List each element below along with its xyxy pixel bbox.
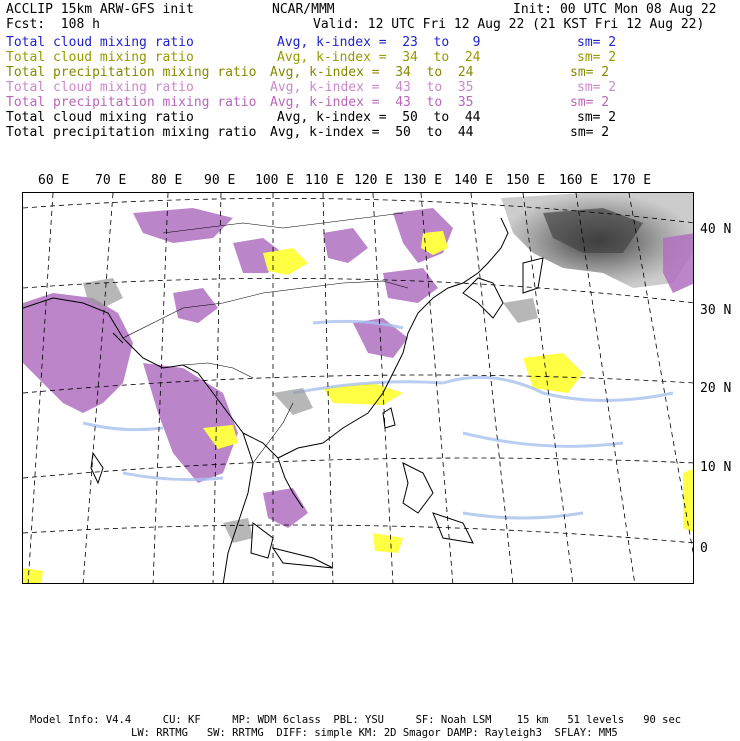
forecast-hour: Fcst: 108 h <box>6 17 100 32</box>
field-avg: Avg, k-index = 50 to 44 <box>270 125 474 140</box>
cloud-gray <box>83 278 538 543</box>
model-info-line1: Model Info: V4.4 CU: KF MP: WDM 6class PBL: YSU SF: Noah LSM 15 km 51 levels 90 sec <box>30 714 682 726</box>
field-name: Total cloud mixing ratio <box>6 110 194 125</box>
lat-label: 30 N <box>700 303 732 318</box>
field-avg: Avg, k-index = 43 to 35 <box>270 95 474 110</box>
org-title: NCAR/MMM <box>272 2 335 17</box>
lat-label: 0 <box>700 541 708 556</box>
field-name: Total cloud mixing ratio <box>6 50 194 65</box>
field-name: Total cloud mixing ratio <box>6 80 194 95</box>
field-name: Total precipitation mixing ratio <box>6 65 257 80</box>
field-name: Total precipitation mixing ratio <box>6 125 257 140</box>
lon-label: 160 E <box>559 173 599 188</box>
field-sm: sm= 2 <box>577 50 617 65</box>
field-sm: sm= 2 <box>577 110 617 125</box>
lon-label: 140 E <box>454 173 494 188</box>
lat-label: 40 N <box>700 222 732 237</box>
lon-label: 150 E <box>506 173 546 188</box>
field-sm: sm= 2 <box>570 125 610 140</box>
field-name: Total precipitation mixing ratio <box>6 95 257 110</box>
lon-label: 60 E <box>38 173 70 188</box>
field-sm: sm= 2 <box>570 65 610 80</box>
model-title: ACCLIP 15km ARW-GFS init <box>6 2 194 17</box>
lon-label: 110 E <box>305 173 345 188</box>
lon-label: 100 E <box>255 173 295 188</box>
field-avg: Avg, k-index = 50 to 44 <box>277 110 481 125</box>
map-panel <box>22 192 694 584</box>
field-name: Total cloud mixing ratio <box>6 35 194 50</box>
valid-time: Valid: 12 UTC Fri 12 Aug 22 (21 KST Fri 12 Aug 22) <box>313 17 705 32</box>
lon-label: 130 E <box>403 173 443 188</box>
lat-label: 10 N <box>700 460 732 475</box>
init-time: Init: 00 UTC Mon 08 Aug 22 <box>513 2 717 17</box>
model-info-line2: LW: RRTMG SW: RRTMG DIFF: simple KM: 2D Smagor DAMP: Rayleigh3 SFLAY: MM5 <box>131 727 618 739</box>
field-avg: Avg, k-index = 43 to 35 <box>270 80 474 95</box>
lat-label: 20 N <box>700 381 732 396</box>
cloud-yellow <box>23 231 694 584</box>
field-avg: Avg, k-index = 34 to 24 <box>277 50 481 65</box>
lon-label: 120 E <box>354 173 394 188</box>
field-sm: sm= 2 <box>577 35 617 50</box>
field-avg: Avg, k-index = 34 to 24 <box>270 65 474 80</box>
field-avg: Avg, k-index = 23 to 9 <box>277 35 481 50</box>
lon-label: 90 E <box>204 173 236 188</box>
field-sm: sm= 2 <box>577 80 617 95</box>
lon-label: 80 E <box>151 173 183 188</box>
lon-label: 170 E <box>612 173 652 188</box>
field-sm: sm= 2 <box>570 95 610 110</box>
lon-label: 70 E <box>95 173 127 188</box>
map-canvas <box>23 193 694 584</box>
